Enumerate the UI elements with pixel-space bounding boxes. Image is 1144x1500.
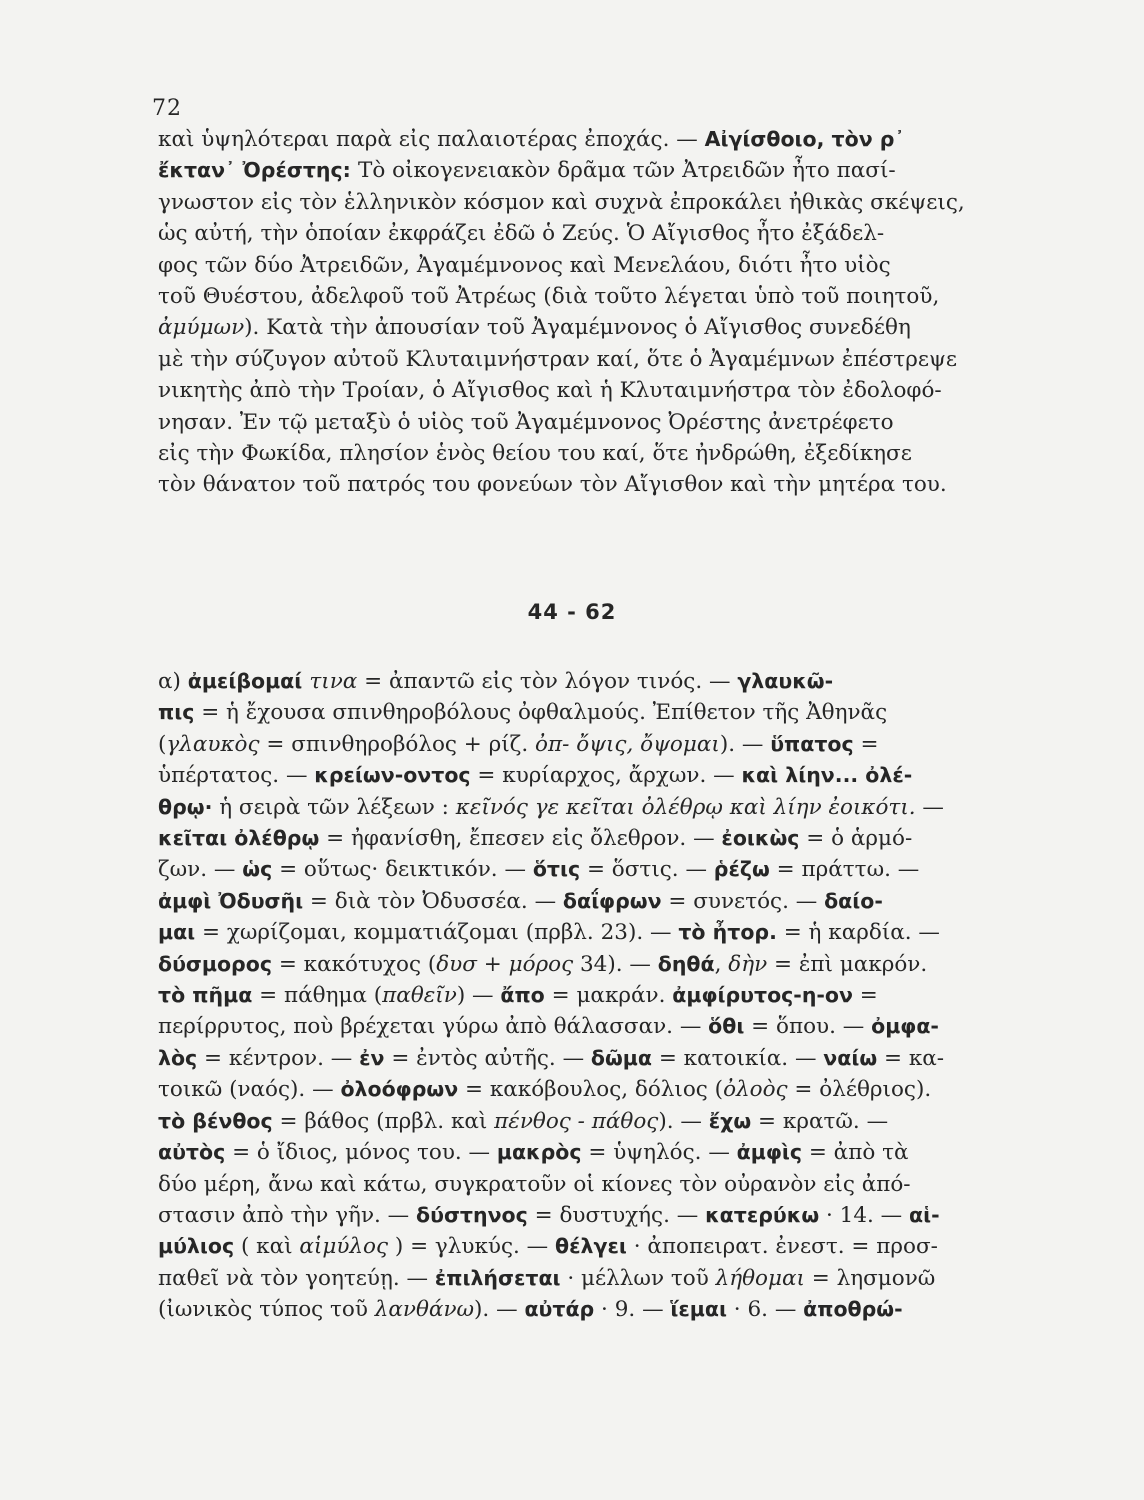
text-run: , (714, 951, 729, 977)
lemma-term: δύστηνος (416, 1202, 528, 1227)
text-line (158, 218, 1008, 249)
text-line (158, 792, 1008, 823)
page-number: 72 (152, 96, 182, 121)
lemma-term: ἀμφίρυτος-η-ον (672, 983, 853, 1008)
text-run: = πράττω. — (769, 857, 920, 883)
lemma-term: ἀμφὶς (736, 1140, 802, 1165)
text-run: = (853, 731, 879, 757)
lemma-term: ἔχω (708, 1108, 752, 1133)
text-line (158, 1137, 1008, 1168)
lemma-term: ἔκταν᾿ Ὀρέστης: (158, 158, 358, 183)
lemma-term: μαι (158, 920, 196, 945)
glossary-paragraph (158, 666, 1008, 1326)
text-line (158, 1231, 1008, 1262)
text-line (158, 1294, 1008, 1325)
text-run: = ὀλέθριος). (787, 1077, 932, 1103)
text-line (158, 438, 1008, 469)
lemma-term: ναίω (823, 1045, 878, 1070)
text-run: = μακράν. (544, 983, 673, 1009)
lemma-term: ἵεμαι (670, 1297, 727, 1322)
italic-text: αἱμύλος (299, 1234, 389, 1260)
lemma-term: αἱ- (909, 1202, 940, 1227)
text-run: γνωστον εἰς τὸν ἑλληνικὸν κόσμον καὶ συχνὰ ἐπροκάλει ἠθικὰς σκέψεις, (158, 189, 965, 215)
lemma-term: ὅθι (708, 1014, 745, 1039)
text-run: = βάθος (πρβλ. καὶ (272, 1108, 495, 1134)
text-run: τοικῶ (ναός). — (158, 1077, 341, 1103)
lemma-term: γλαυκῶ- (737, 669, 834, 693)
text-run: ὑπέρτατος. — (158, 763, 315, 789)
lemma-term: ὕπατος (770, 731, 854, 756)
italic-text: ἀμύμων (158, 315, 245, 341)
text-run: · 6. — (726, 1297, 804, 1323)
text-run: · 14. — (819, 1202, 910, 1228)
text-run: νησαν. Ἐν τῷ μεταξὺ ὁ υἱὸς τοῦ Ἀγαμέμνονος Ὀρέστης ἀνετρέφετο (158, 409, 894, 435)
text-run: τοῦ Θυέστου, ἀδελφοῦ τοῦ Ἀτρέως (διὰ τοῦτο λέγεται ὑπὸ τοῦ ποιητοῦ, (158, 284, 940, 310)
lemma-term: ἐν (359, 1045, 385, 1070)
italic-text: ὀπ- ὄψις, ὄψομαι (535, 731, 720, 757)
text-line (158, 281, 1008, 312)
lemma-term: θέλγει (555, 1234, 627, 1259)
text-run: νικητὴς ἀπὸ τὴν Τροίαν, ὁ Αἴγισθος καὶ ἡ Κλυταιμνήστρα τὸν ἐδολοφό- (158, 378, 942, 404)
italic-text: λανθάνω (374, 1297, 475, 1323)
text-line (158, 949, 1008, 980)
italic-text: παθεῖν (382, 983, 457, 1009)
text-run: = διὰ τὸν Ὀδυσσέα. — (303, 888, 563, 914)
text-line (158, 823, 1008, 854)
lemma-term: αὐτὸς (158, 1140, 226, 1165)
lemma-term: μύλιος (158, 1234, 235, 1259)
commentary-paragraph (158, 124, 1008, 501)
lemma-term: ῥέζω (713, 857, 770, 882)
text-run: = ὅστις. — (580, 857, 714, 883)
text-run: καὶ ὑψηλότεραι παρὰ εἰς παλαιοτέρας ἐποχάς. — (158, 127, 705, 152)
lemma-term: πις (158, 700, 195, 725)
lemma-term: ὡς (242, 857, 273, 882)
text-run: = ὁ ἴδιος, μόνος του. — (225, 1140, 497, 1166)
lemma-term: τὸ ἦτορ. (678, 920, 777, 945)
lemma-term: ὅτις (532, 857, 581, 882)
lemma-term: μακρὸς (496, 1140, 582, 1165)
text-line (158, 1043, 1008, 1074)
lemma-term: ἀμείβομαί (187, 669, 310, 693)
italic-text: πένθος - πάθος (494, 1108, 659, 1134)
text-run: α) (158, 669, 188, 694)
lemma-term: λὸς (158, 1045, 198, 1070)
text-run: · μέλλων τοῦ (560, 1265, 716, 1291)
text-line (158, 1263, 1008, 1294)
italic-text: ὀλοὸς (723, 1077, 788, 1103)
text-run: (ἰωνικὸς τύπος τοῦ (158, 1297, 375, 1323)
text-run: ζων. — (158, 857, 243, 883)
text-line (158, 187, 1008, 218)
lemma-term: δύσμορος (158, 951, 272, 976)
lemma-term: κεῖται ὀλέθρῳ (158, 826, 320, 851)
lemma-term: ὀμφα- (871, 1014, 939, 1039)
text-run: = ἠφανίσθη, ἔπεσεν εἰς ὄλεθρον. — (319, 826, 722, 852)
text-run: = λησμονῶ (804, 1265, 936, 1291)
text-line (158, 375, 1008, 406)
text-run: = κατοικία. — (651, 1045, 824, 1071)
lemma-term: ἄπο (500, 983, 545, 1008)
text-run: ( (158, 731, 167, 757)
italic-text: κεῖνός γε κεῖται ὀλέθρῳ καὶ λίην ἐοικότι. (455, 794, 916, 820)
lemma-term: δαΐφρων (562, 888, 662, 913)
text-line (158, 1200, 1008, 1231)
text-run: = κέντρον. — (197, 1045, 360, 1071)
text-run: εἰς τὴν Φωκίδα, πλησίον ἑνὸς θείου του καί, ὅτε ἠνδρώθη, ἐξεδίκησε (158, 441, 912, 467)
text-line (158, 407, 1008, 438)
text-line (158, 344, 1008, 375)
text-run: = χωρίζομαι, κομματιάζομαι (πρβλ. 23). — (195, 920, 679, 946)
lemma-term: κρείων-οντος (314, 763, 471, 788)
text-run: μὲ τὴν σύζυγον αὐτοῦ Κλυταιμνήστραν καί, ὅτε ὁ Ἀγαμέμνων ἐπέστρεψε (158, 346, 957, 372)
text-run: = ἐπὶ μακρόν. (767, 951, 928, 977)
text-line (158, 469, 1008, 500)
lemma-term: Αἰγίσθοιο, τὸν ρ᾿ (704, 127, 905, 151)
text-run: = δυστυχής. — (527, 1202, 706, 1228)
text-run: περίρρυτος, ποὺ βρέχεται γύρω ἀπὸ θάλασσαν. — (158, 1014, 709, 1040)
text-line (158, 155, 1008, 186)
text-run: = ὁ ἁρμό- (799, 826, 913, 852)
lemma-term: θρῳ· (158, 794, 213, 819)
text-line (158, 124, 1008, 155)
text-run: = (852, 983, 878, 1009)
lemma-term: ἐπιλήσεται (434, 1265, 561, 1290)
lemma-term: ἀμφὶ Ὀδυσῆι (158, 888, 304, 913)
italic-text: τινα (309, 669, 358, 694)
text-run: ). — (474, 1297, 525, 1323)
italic-text: γλαυκὸς (166, 731, 260, 757)
lemma-term: καὶ λίην... ὀλέ- (741, 763, 913, 788)
text-run: = κυρίαρχος, ἄρχων. — (470, 763, 742, 789)
text-line (158, 760, 1008, 791)
text-run: = ἡ ἔχουσα σπινθηροβόλους ὀφθαλμούς. Ἐπίθετον τῆς Ἀθηνᾶς (194, 700, 888, 726)
text-run: = κακότυχος ( (271, 951, 437, 977)
text-run: ). — (719, 731, 771, 757)
lemma-term: τὸ πῆμα (158, 983, 253, 1008)
text-run: ) — (456, 983, 501, 1009)
lemma-term: ἀποθρώ- (803, 1297, 903, 1322)
text-run: ). Κατὰ τὴν ἀπουσίαν τοῦ Ἀγαμέμνονος ὁ Αἴγισθος συνεδέθη (244, 315, 911, 341)
text-run: = ἐντὸς αὐτῆς. — (384, 1045, 591, 1071)
text-run: · ἀποπειρατ. ἐνεστ. = προσ- (626, 1234, 938, 1260)
lemma-term: κατερύκω (705, 1202, 820, 1227)
text-run: = κρατῶ. — (751, 1108, 889, 1134)
lemma-term: αὐτάρ (524, 1297, 595, 1322)
text-run: ) = γλυκύς. — (388, 1234, 556, 1260)
text-line (158, 250, 1008, 281)
lemma-term: τὸ βένθος (158, 1108, 273, 1133)
text-run: ἡ σειρὰ τῶν λέξεων : (212, 794, 456, 820)
lemma-term: δῶμα (590, 1045, 652, 1070)
text-line (158, 917, 1008, 948)
text-run: παθεῖ νὰ τὸν γοητεύῃ. — (158, 1265, 435, 1291)
lemma-term: δαίο- (824, 888, 883, 913)
text-run: = ἀπὸ τὰ (802, 1140, 909, 1166)
lemma-term: δηθά (657, 951, 715, 976)
text-run: — (915, 794, 944, 820)
text-line (158, 1074, 1008, 1105)
text-run: = σπινθηροβόλος + ρίζ. (259, 731, 536, 757)
section-header: 44 - 62 (527, 600, 617, 624)
text-line (158, 886, 1008, 917)
text-run: = κα- (877, 1045, 945, 1071)
text-run: = ὑψηλός. — (581, 1140, 737, 1166)
text-run: τὸν θάνατον τοῦ πατρός του φονεύων τὸν Αἴγισθον καὶ τὴν μητέρα του. (158, 472, 947, 498)
lemma-term: ὀλοόφρων (340, 1077, 459, 1102)
text-run: · 9. — (594, 1297, 671, 1323)
text-run: = συνετός. — (661, 888, 825, 914)
text-run: στασιν ἀπὸ τὴν γῆν. — (158, 1202, 417, 1228)
text-run: = ὅπου. — (744, 1014, 872, 1040)
text-line (158, 1169, 1008, 1200)
text-run: = οὕτως· δεικτικόν. — (272, 857, 533, 883)
text-run: = ἡ καρδία. — (776, 920, 940, 946)
italic-text: λήθομαι (715, 1265, 805, 1291)
text-run: ὡς αὐτή, τὴν ὁποίαν ἐκφράζει ἐδῶ ὁ Ζεύς. Ὁ Αἴγισθος ἦτο ἐξάδελ- (158, 221, 885, 247)
text-run: 34). — (573, 951, 658, 977)
text-line (158, 697, 1008, 728)
text-run: δύο μέρη, ἄνω καὶ κάτω, συγκρατοῦν οἱ κίονες τὸν οὐρανὸν εἰς ἀπό- (158, 1171, 911, 1197)
text-line (158, 666, 1008, 697)
text-run: = κακόβουλος, δόλιος ( (458, 1077, 724, 1103)
text-run: φος τῶν δύο Ἀτρειδῶν, Ἀγαμέμνονος καὶ Μενελάου, διότι ἦτο υἱὸς (158, 252, 891, 278)
text-line (158, 312, 1008, 343)
text-line (158, 1011, 1008, 1042)
text-line (158, 854, 1008, 885)
italic-text: δὴν (728, 951, 768, 977)
text-run: Τὸ οἰκογενειακὸν δρᾶμα τῶν Ἀτρειδῶν ἦτο πασί- (358, 158, 896, 184)
text-line (158, 980, 1008, 1011)
text-run: ( καὶ (234, 1234, 300, 1260)
text-line (158, 729, 1008, 760)
lemma-term: ἐοικὼς (721, 826, 800, 851)
text-run: ). — (658, 1108, 709, 1134)
text-run: = ἀπαντῶ εἰς τὸν λόγον τινός. — (357, 669, 738, 694)
text-run: = πάθημα ( (252, 983, 383, 1009)
italic-text: δυσ + μόρος (436, 951, 574, 977)
text-line (158, 1106, 1008, 1137)
